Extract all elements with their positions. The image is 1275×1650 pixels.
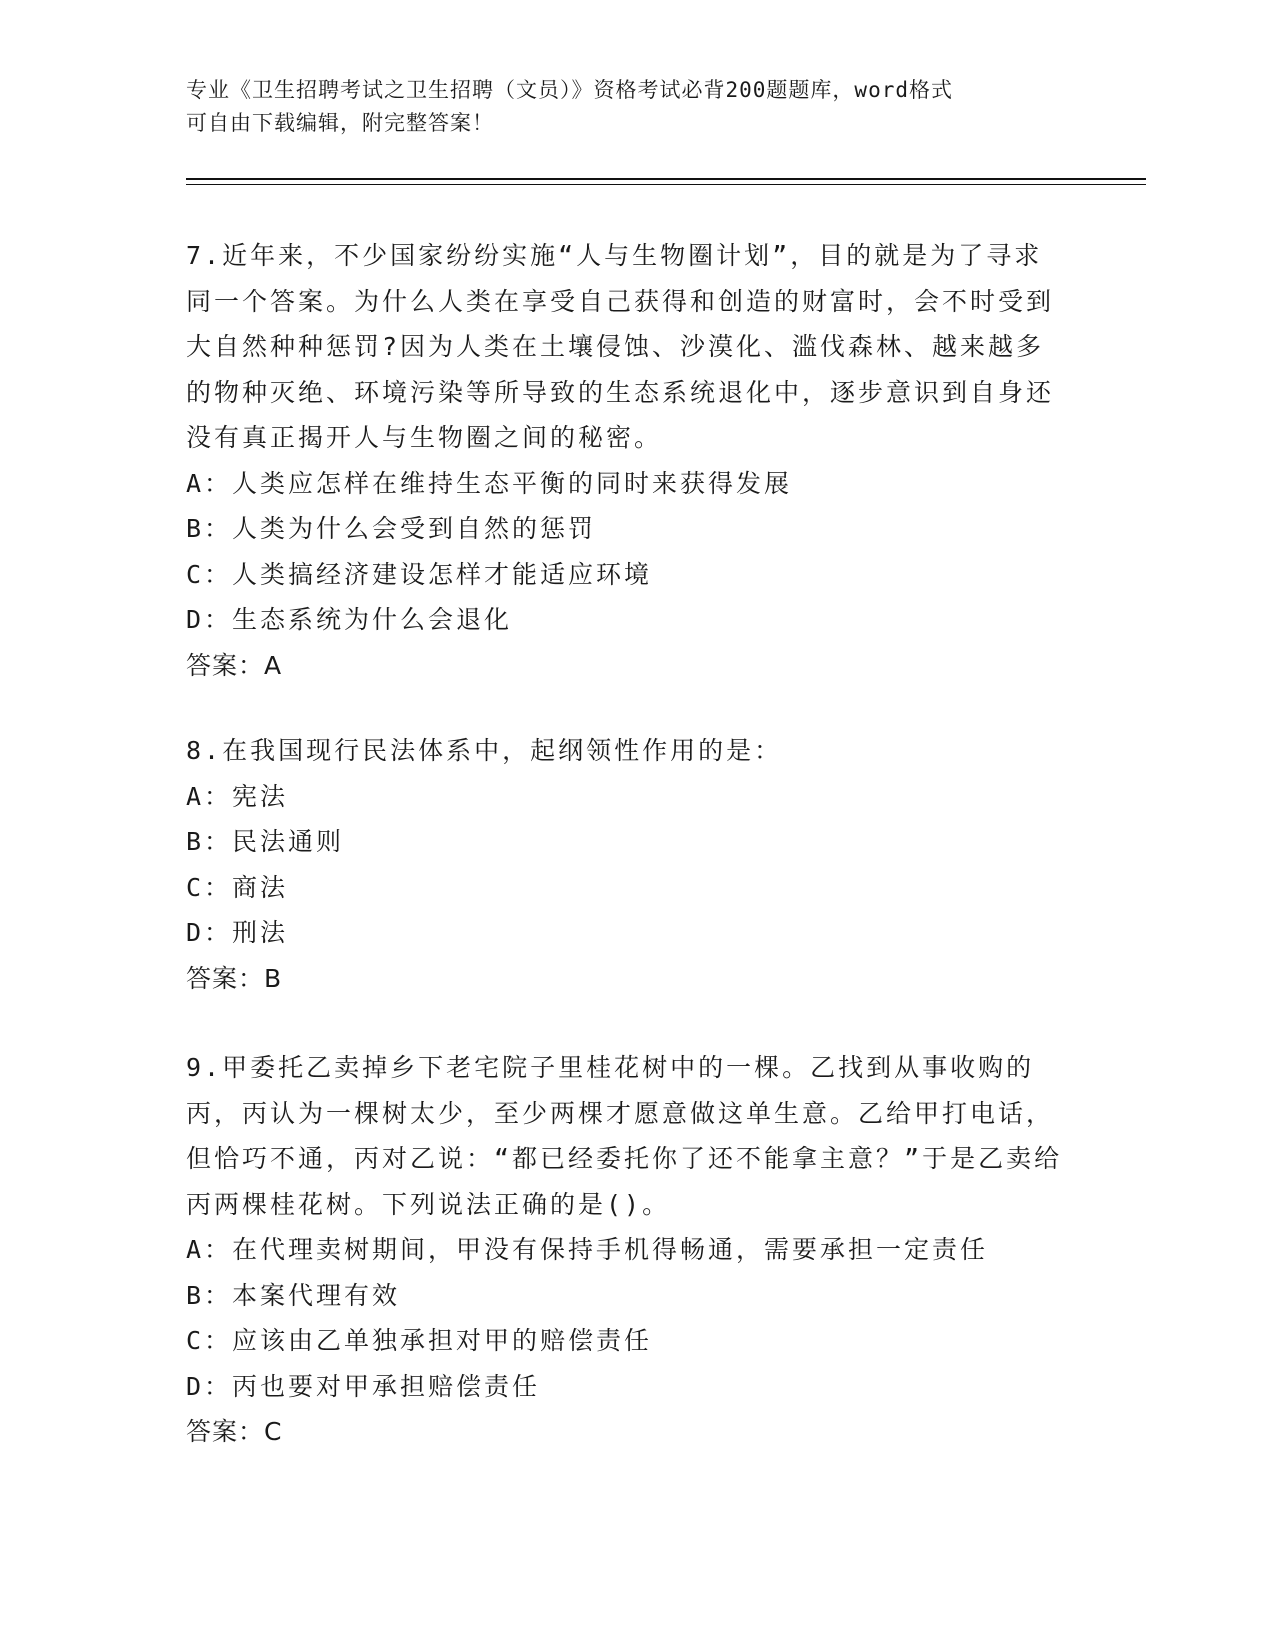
header-divider-thin <box>186 184 1146 185</box>
option-d: D：刑法 <box>186 918 289 947</box>
question-9 <box>186 1045 1066 1455</box>
answer-line: 答案：A <box>186 650 283 680</box>
option-b: B：民法通则 <box>186 827 345 856</box>
option-b: B：人类为什么会受到自然的惩罚 <box>186 514 597 543</box>
header-divider-thick <box>186 178 1146 180</box>
document-header <box>186 74 1066 140</box>
option-a: A：人类应怎样在维持生态平衡的同时来获得发展 <box>186 468 793 498</box>
option-b: B：本案代理有效 <box>186 1280 401 1310</box>
answer-line: 答案：C <box>186 1417 283 1446</box>
question-7 <box>186 233 1066 688</box>
option-c: C：人类搞经济建设怎样才能适应环境 <box>186 559 653 589</box>
option-a: A：宪法 <box>186 781 289 811</box>
option-c: C：商法 <box>186 872 289 902</box>
header-title-line-1: 专业《卫生招聘考试之卫生招聘（文员）》资格考试必背200题题库，word格式 <box>186 78 953 102</box>
question-text: 8.在我国现行民法体系中，起纲领性作用的是： <box>186 736 783 765</box>
question-8 <box>186 728 1066 1001</box>
answer-line: 答案：B <box>186 963 283 993</box>
question-text: 9.甲委托乙卖掉乡下老宅院子里桂花树中的一棵。乙找到从事收购的丙，丙认为一棵树太少，至少两棵才愿意做这单生意。乙给甲打电话，但恰巧不通，丙对乙说：“都已经委托你了还不能拿主意？”于是乙卖给丙两棵桂花树。下列说法正确的是()。 <box>186 1053 1063 1219</box>
option-c: C：应该由乙单独承担对甲的赔偿责任 <box>186 1326 653 1355</box>
option-a: A：在代理卖树期间，甲没有保持手机得畅通，需要承担一定责任 <box>186 1235 989 1264</box>
option-d: D：生态系统为什么会退化 <box>186 605 513 634</box>
option-d: D：丙也要对甲承担赔偿责任 <box>186 1371 541 1401</box>
question-text: 7.近年来，不少国家纷纷实施“人与生物圈计划”，目的就是为了寻求同一个答案。为什么人类在享受自己获得和创造的财富时，会不时受到大自然种种惩罚?因为人类在土壤侵蚀、沙漠化、滥伐森林、越来越多的物种灭绝、环境污染等所导致的生态系统退化中，逐步意识到自身还没有真正揭开人与生物圈之间的秘密。 <box>186 241 1055 452</box>
header-title-line-2: 可自由下载编辑，附完整答案！ <box>186 111 494 135</box>
